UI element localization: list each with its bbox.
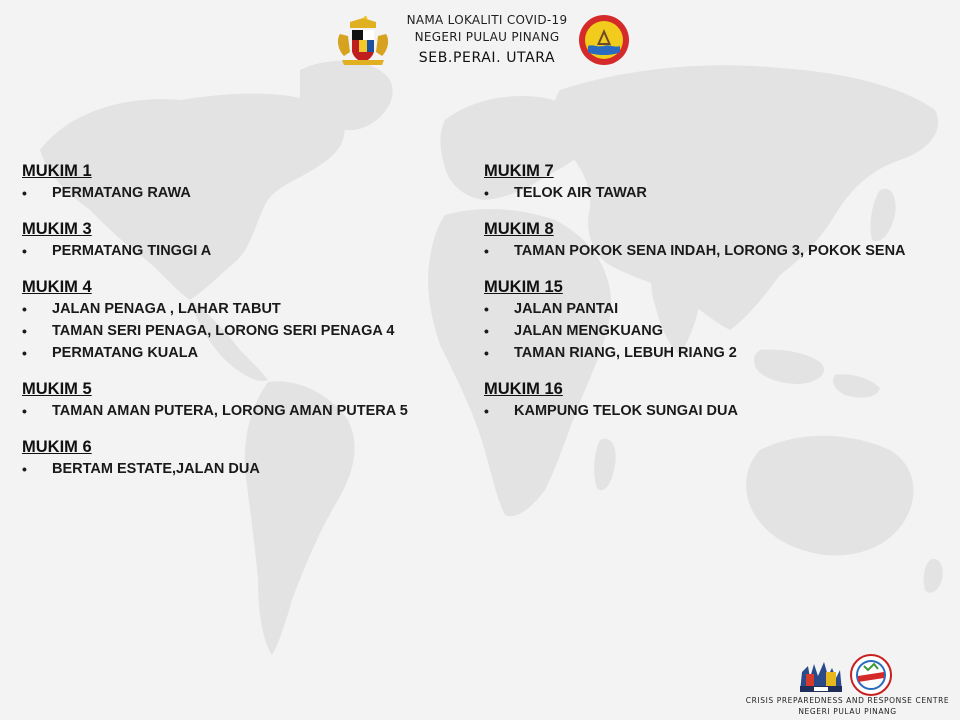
mukim-title: MUKIM 6 xyxy=(22,438,92,456)
mukim-section xyxy=(484,276,944,364)
title-line2: NEGERI PULAU PINANG xyxy=(414,30,560,44)
locality-name: PERMATANG TINGGI A xyxy=(52,243,212,259)
locality-name: JALAN PENAGA , LAHAR TABUT xyxy=(52,301,281,317)
locality-name: BERTAM ESTATE,JALAN DUA xyxy=(52,461,260,477)
mukim-title: MUKIM 4 xyxy=(22,278,92,296)
bullet: • xyxy=(484,243,489,259)
list-item xyxy=(484,182,944,204)
bullet: • xyxy=(484,185,489,201)
locality-name: TAMAN AMAN PUTERA, LORONG AMAN PUTERA 5 xyxy=(52,403,408,419)
locality-name: TAMAN SERI PENAGA, LORONG SERI PENAGA 4 xyxy=(52,323,395,339)
right-column xyxy=(484,160,944,436)
list-item xyxy=(22,182,462,204)
bullet: • xyxy=(484,323,489,339)
mukim-title: MUKIM 16 xyxy=(484,380,563,398)
bullet: • xyxy=(22,323,27,339)
list-item xyxy=(484,400,944,422)
footer-line2: NEGERI PULAU PINANG xyxy=(798,707,897,716)
list-item xyxy=(22,342,462,364)
list-item xyxy=(22,298,462,320)
mukim-title: MUKIM 15 xyxy=(484,278,563,296)
list-item xyxy=(484,320,944,342)
locality-name: JALAN MENGKUANG xyxy=(514,323,664,339)
list-item xyxy=(22,400,462,422)
mukim-title: MUKIM 7 xyxy=(484,162,554,180)
title-line3: SEB.PERAI. UTARA xyxy=(418,50,556,66)
mukim-section xyxy=(22,218,462,262)
locality-name: TAMAN RIANG, LEBUH RIANG 2 xyxy=(514,345,737,361)
coat-of-arms-icon xyxy=(332,16,394,66)
mukim-title: MUKIM 3 xyxy=(22,220,92,238)
bullet: • xyxy=(484,301,489,317)
left-column xyxy=(22,160,462,494)
list-item xyxy=(22,458,462,480)
mukim-title: MUKIM 8 xyxy=(484,220,554,238)
locality-name: KAMPUNG TELOK SUNGAI DUA xyxy=(514,403,738,419)
list-item xyxy=(484,298,944,320)
footer-line1: CRISIS PREPAREDNESS AND RESPONSE CENTRE xyxy=(745,696,950,705)
locality-name: JALAN PANTAI xyxy=(514,301,619,317)
mukim-title: MUKIM 1 xyxy=(22,162,92,180)
mukim-section xyxy=(22,160,462,204)
mukim-section xyxy=(484,218,944,262)
bullet: • xyxy=(484,403,489,419)
title-block xyxy=(392,12,582,69)
locality-name: TELOK AIR TAWAR xyxy=(514,185,647,201)
mukim-section xyxy=(484,378,944,422)
emergency-badge-icon xyxy=(850,654,892,696)
mukim-title: MUKIM 5 xyxy=(22,380,92,398)
bullet: • xyxy=(22,403,27,419)
list-item xyxy=(22,320,462,342)
list-item xyxy=(484,342,944,364)
bullet: • xyxy=(22,185,27,201)
penang-state-logo-icon xyxy=(578,14,630,66)
cprc-logo-icon xyxy=(796,656,846,694)
mukim-section xyxy=(22,276,462,364)
mukim-section xyxy=(22,378,462,422)
bullet: • xyxy=(484,345,489,361)
locality-name: TAMAN POKOK SENA INDAH, LORONG 3, POKOK SENA xyxy=(514,243,906,259)
mukim-section xyxy=(484,160,944,204)
list-item xyxy=(484,240,944,262)
bullet: • xyxy=(22,461,27,477)
bullet: • xyxy=(22,243,27,259)
title-line1: NAMA LOKALITI COVID-19 xyxy=(406,13,568,27)
list-item xyxy=(22,240,462,262)
mukim-section xyxy=(22,436,462,480)
header xyxy=(0,0,960,80)
locality-name: PERMATANG RAWA xyxy=(52,185,191,201)
bullet: • xyxy=(22,345,27,361)
bullet: • xyxy=(22,301,27,317)
locality-name: PERMATANG KUALA xyxy=(52,345,199,361)
footer xyxy=(740,654,955,718)
